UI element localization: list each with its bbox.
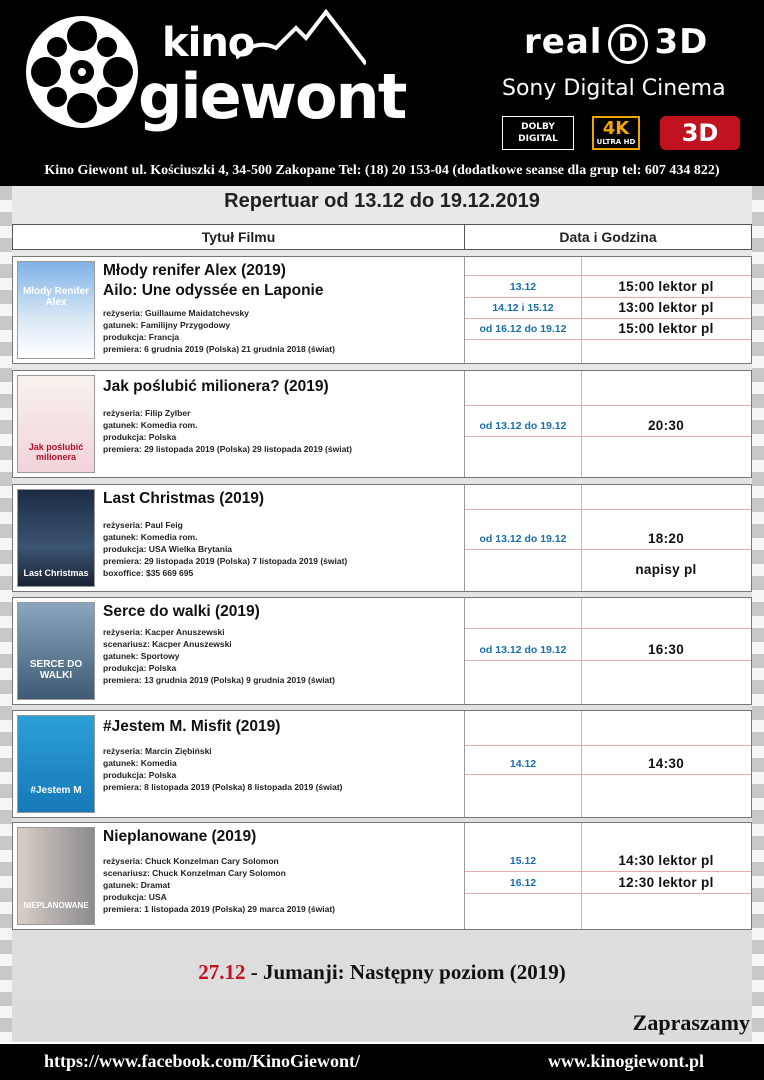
- film-block: [12, 597, 752, 705]
- film-production: produkcja: Polska: [103, 663, 177, 673]
- poster-caption: Jak poślubić milionera: [28, 442, 84, 462]
- film-block: [12, 822, 752, 930]
- film-screenplay: scenariusz: Kacper Anuszewski: [103, 639, 232, 649]
- poster-caption: NIEPLANOWANE: [23, 901, 89, 910]
- film-schedule: [464, 711, 751, 817]
- film-production: produkcja: Polska: [103, 432, 177, 442]
- column-film-title: Tytuł Filmu: [13, 225, 465, 249]
- showtime-row: [465, 754, 751, 775]
- showtime-date: od 13.12 do 19.12: [479, 420, 567, 432]
- film-title: Last Christmas (2019): [103, 490, 265, 507]
- film-director: reżyseria: Paul Feig: [103, 520, 183, 530]
- film-premiere: premiera: 13 grudnia 2019 (Polska) 9 grudnia 2019 (świat): [103, 675, 335, 685]
- film-block: [12, 256, 752, 364]
- showtime-time: 16:30: [647, 642, 685, 657]
- reald-left: real: [524, 22, 603, 62]
- showtime-time: 14:30 lektor pl: [618, 853, 714, 868]
- film-premiere: premiera: 29 listopada 2019 (Polska) 7 listopada 2019 (świat): [103, 556, 348, 566]
- dolby-label: DOLBY: [521, 122, 555, 132]
- upcoming-date: 27.12: [198, 960, 246, 984]
- film-director: reżyseria: Filip Zylber: [103, 408, 191, 418]
- 3d-badge: 3D: [660, 116, 740, 150]
- film-title: Nieplanowane (2019): [103, 828, 257, 845]
- showtime-time: 20:30: [647, 418, 685, 433]
- showtime-date: 13.12: [509, 281, 537, 293]
- film-info: [103, 602, 463, 686]
- film-director: reżyseria: Guillaume Maidatchevsky: [103, 308, 249, 318]
- dolby-sub-label: DIGITAL: [518, 134, 558, 144]
- showtime-time: 18:20: [647, 531, 685, 546]
- showtime-row: [465, 529, 751, 550]
- showtime-time: 13:00 lektor pl: [618, 300, 714, 315]
- film-schedule: [464, 598, 751, 704]
- column-schedule: Data i Godzina: [559, 229, 657, 245]
- upcoming-premiere: [0, 960, 764, 985]
- poster-caption: SERCE DO WALKI: [29, 659, 83, 681]
- film-genre: gatunek: Komedia: [103, 758, 177, 768]
- film-title: Jak poślubić milionera? (2019): [103, 378, 329, 395]
- header: [0, 0, 764, 158]
- film-info: [103, 715, 463, 793]
- showtime-row: [465, 277, 751, 298]
- column-header: [12, 224, 752, 250]
- showtime-date: od 13.12 do 19.12: [479, 533, 567, 545]
- showtime-date: 14.12: [509, 758, 537, 770]
- film-production: produkcja: Polska: [103, 770, 177, 780]
- film-genre: gatunek: Komedia rom.: [103, 532, 198, 542]
- showtime-date: 14.12 i 15.12: [492, 302, 554, 314]
- film-genre: gatunek: Sportowy: [103, 651, 180, 661]
- film-premiere: premiera: 29 listopada 2019 (Polska) 29 listopada 2019 (świat): [103, 444, 352, 454]
- showtime-row: [465, 851, 751, 872]
- film-boxoffice: boxoffice: $35 669 695: [103, 568, 194, 578]
- footer: [0, 1044, 764, 1080]
- film-block: [12, 710, 752, 818]
- showtime-time: 14:30: [647, 756, 685, 771]
- showtime-date: od 13.12 do 19.12: [479, 644, 567, 656]
- cinema-address: Kino Giewont ul. Kościuszki 4, 34-500 Zakopane Tel: (18) 20 153-04 (dodatkowe seanse dla grup tel: 607 434 822): [0, 158, 764, 186]
- film-production: produkcja: USA Wielka Brytania: [103, 544, 233, 554]
- film-info: [103, 489, 463, 579]
- reald-right: 3D: [654, 22, 709, 62]
- film-director: reżyseria: Chuck Konzelman Cary Solomon: [103, 856, 279, 866]
- showtime-date: 15.12: [509, 855, 537, 867]
- film-schedule: [464, 823, 751, 929]
- film-reel-icon: [24, 14, 140, 130]
- film-premiere: premiera: 6 grudnia 2019 (Polska) 21 grudnia 2018 (świat): [103, 344, 335, 354]
- film-info: [103, 375, 463, 455]
- showtime-date: od 16.12 do 19.12: [479, 323, 567, 335]
- reald-d: D: [608, 24, 648, 64]
- showtime-row: [465, 319, 751, 340]
- film-director: reżyseria: Kacper Anuszewski: [103, 627, 225, 637]
- logo-giewont: giewont: [138, 60, 406, 133]
- film-original-title: Ailo: Une odyssée en Laponie: [103, 282, 324, 299]
- website-link[interactable]: www.kinogiewont.pl: [547, 1051, 704, 1071]
- upcoming-title: - Jumanji: Następny poziom (2019): [245, 960, 566, 984]
- film-poster: [17, 375, 95, 473]
- 4k-ultrahd-badge: [592, 116, 640, 150]
- invitation-text: Zapraszamy: [632, 1010, 750, 1035]
- showtime-row: [465, 640, 751, 661]
- reald-3d-logo: [524, 22, 708, 64]
- film-poster: [17, 489, 95, 587]
- film-poster: [17, 827, 95, 925]
- film-genre: gatunek: Komedia rom.: [103, 420, 198, 430]
- mountain-logo-icon: [236, 8, 366, 68]
- film-block: [12, 370, 752, 478]
- film-production: produkcja: Francja: [103, 332, 180, 342]
- film-premiere: premiera: 1 listopada 2019 (Polska) 29 marca 2019 (świat): [103, 904, 335, 914]
- dolby-digital-badge: [502, 116, 574, 150]
- film-director: reżyseria: Marcin Ziębiński: [103, 746, 212, 756]
- film-title: #Jestem M. Misfit (2019): [103, 718, 281, 735]
- showtime-time: 12:30 lektor pl: [618, 875, 714, 890]
- 4k-label: 4K: [602, 118, 630, 139]
- film-production: produkcja: USA: [103, 892, 167, 902]
- poster-caption: #Jestem M: [30, 785, 82, 796]
- repertoire-title: Repertuar od 13.12 do 19.12.2019: [224, 190, 540, 212]
- showtime-date: 16.12: [509, 877, 537, 889]
- logo-kino: kino: [162, 20, 255, 66]
- facebook-link[interactable]: https://www.facebook.com/KinoGiewont/: [44, 1051, 361, 1071]
- showtime-row: [465, 873, 751, 894]
- poster-caption: Last Christmas: [23, 568, 89, 578]
- film-genre: gatunek: Dramat: [103, 880, 171, 890]
- film-schedule: [464, 485, 751, 591]
- film-screenplay: scenariusz: Chuck Konzelman Cary Solomon: [103, 868, 286, 878]
- 4k-sub-label: ULTRA HD: [596, 138, 636, 146]
- showtime-time: 15:00 lektor pl: [618, 321, 714, 336]
- film-info: [103, 261, 463, 355]
- film-poster: [17, 715, 95, 813]
- showtime-row: [465, 298, 751, 319]
- subtitles-note: napisy pl: [635, 562, 697, 577]
- film-schedule: [464, 257, 751, 363]
- showtime-time: 15:00 lektor pl: [618, 279, 714, 294]
- film-poster: [17, 261, 95, 359]
- film-info: [103, 827, 463, 915]
- showtime-note-row: [465, 560, 751, 580]
- poster-caption: Młody Renifer Alex: [22, 286, 90, 308]
- film-schedule: [464, 371, 751, 477]
- film-block: [12, 484, 752, 592]
- showtime-row: [465, 416, 751, 437]
- film-title: Serce do walki (2019): [103, 603, 260, 620]
- film-genre: gatunek: Familijny Przygodowy: [103, 320, 231, 330]
- sony-digital-cinema-logo: Sony Digital Cinema: [502, 76, 726, 101]
- film-premiere: premiera: 8 listopada 2019 (Polska) 8 listopada 2019 (świat): [103, 782, 343, 792]
- film-title: Młody renifer Alex (2019): [103, 262, 286, 279]
- film-poster: [17, 602, 95, 700]
